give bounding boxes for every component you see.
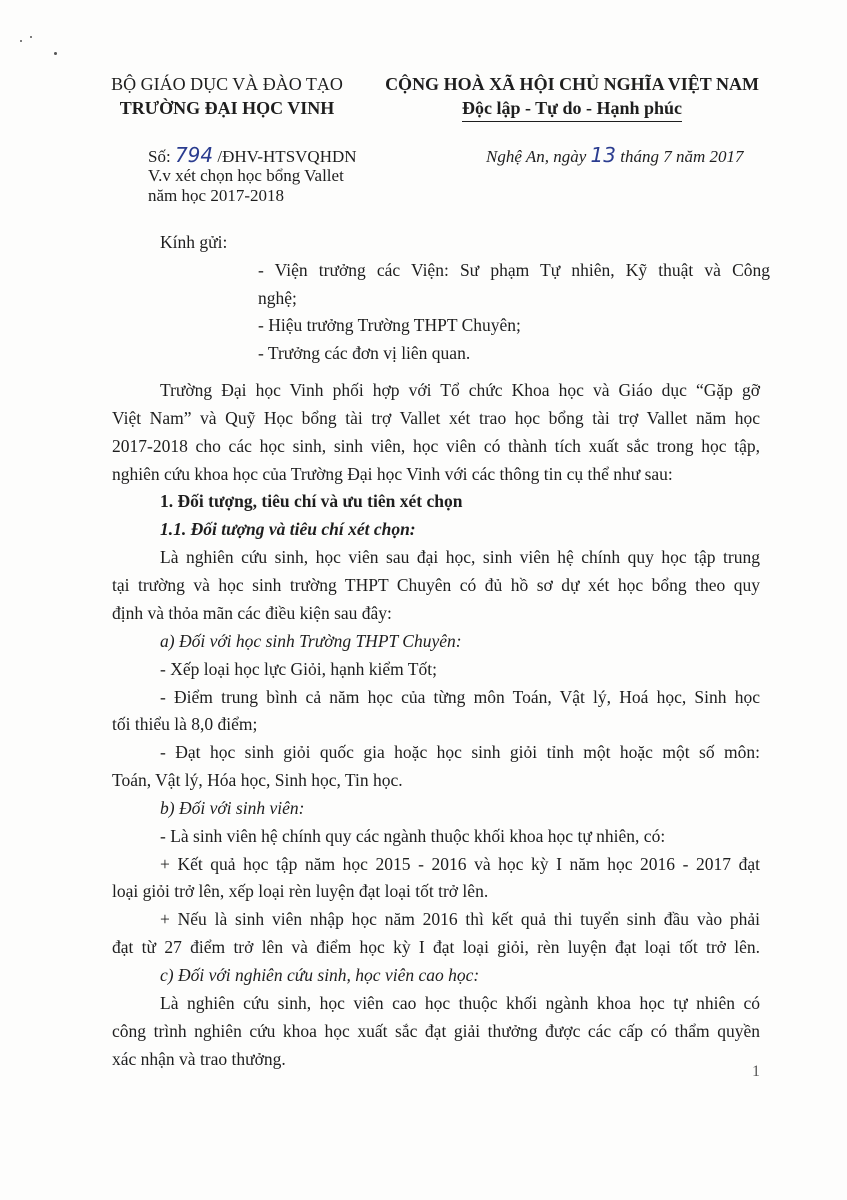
subsection-heading: 1.1. Đối tượng và tiêu chí xét chọn:	[160, 519, 416, 539]
criteria-line: - Xếp loại học lực Giỏi, hạnh kiểm Tốt;	[160, 659, 437, 679]
intro-line: 2017-2018 cho các học sinh, sinh viên, học viên có thành tích xuất sắc trong học tập,	[112, 436, 760, 456]
paragraph-line: định và thỏa mãn các điều kiện sau đây:	[112, 603, 392, 623]
header-right	[372, 72, 772, 122]
intro-line: Trường Đại học Vinh phối hợp với Tổ chức Khoa học và Giáo dục “Gặp gỡ	[160, 380, 760, 400]
scan-specks	[18, 30, 58, 60]
country-name: CỘNG HOÀ XÃ HỘI CHỦ NGHĨA VIỆT NAM	[385, 74, 759, 94]
so-suffix: /ĐHV-HTSVQHDN	[217, 147, 357, 166]
paragraph-line: tại trường và học sinh trường THPT Chuyên có đủ hồ sơ dự xét học bổng theo quy	[112, 575, 760, 595]
criteria-line: - Đạt học sinh giỏi quốc gia hoặc học sinh giỏi tỉnh một hoặc một số môn:	[160, 742, 760, 762]
recipient-line: - Viện trưởng các Viện: Sư phạm Tự nhiên, Kỹ thuật và Công	[258, 260, 770, 280]
so-label: Số:	[148, 147, 171, 166]
intro-line: Việt Nam” và Quỹ Học bổng tài trợ Vallet xét trao học bổng tài trợ Vallet năm học	[112, 408, 760, 428]
criteria-line: xác nhận và trao thưởng.	[112, 1049, 286, 1069]
national-motto: Độc lập - Tự do - Hạnh phúc	[462, 96, 682, 122]
page-number: 1	[752, 1063, 760, 1080]
criteria-line: tối thiểu là 8,0 điểm;	[112, 714, 258, 734]
subject-line: năm học 2017-2018	[148, 186, 284, 205]
header-left	[92, 72, 362, 120]
paragraph-line: Là nghiên cứu sinh, học viên sau đại học, sinh viên hệ chính quy học tập trung	[160, 547, 760, 567]
university-name: TRƯỜNG ĐẠI HỌC VINH	[119, 98, 335, 118]
criteria-line: - Là sinh viên hệ chính quy các ngành thuộc khối khoa học tự nhiên, có:	[160, 826, 666, 846]
recipient-line: - Hiệu trưởng Trường THPT Chuyên;	[258, 315, 521, 335]
recipient-line: - Trưởng các đơn vị liên quan.	[258, 343, 471, 363]
criteria-line: Toán, Vật lý, Hóa học, Sinh học, Tin học.	[112, 770, 403, 790]
issue-date	[486, 143, 743, 167]
section-heading: 1. Đối tượng, tiêu chí và ưu tiên xét chọn	[160, 491, 463, 511]
recipient-line: nghệ;	[258, 288, 297, 308]
intro-line: nghiên cứu khoa học của Trường Đại học Vinh với các thông tin cụ thể như sau:	[112, 464, 673, 484]
item-heading-c: c) Đối với nghiên cứu sinh, học viên cao học:	[160, 965, 480, 985]
reference-number	[148, 143, 357, 167]
subject-block	[148, 166, 344, 206]
date-prefix: Nghệ An, ngày	[486, 147, 587, 166]
criteria-line: - Điểm trung bình cả năm học của từng môn Toán, Vật lý, Hoá học, Sinh học	[160, 687, 760, 707]
handwritten-day: 13	[590, 143, 616, 167]
date-suffix: tháng 7 năm 2017	[620, 147, 744, 166]
ministry-name: BỘ GIÁO DỤC VÀ ĐÀO TẠO	[111, 74, 343, 94]
item-heading-b: b) Đối với sinh viên:	[160, 798, 305, 818]
criteria-line: đạt từ 27 điểm trở lên và điểm học kỳ I đạt loại giỏi, rèn luyện đạt loại tốt trở lên.	[112, 937, 760, 957]
criteria-line: + Nếu là sinh viên nhập học năm 2016 thì kết quả thi tuyển sinh đầu vào phải	[160, 909, 760, 929]
criteria-line: + Kết quả học tập năm học 2015 - 2016 và học kỳ I năm học 2016 - 2017 đạt	[160, 854, 760, 874]
handwritten-number: 794	[174, 143, 214, 167]
item-heading-a: a) Đối với học sinh Trường THPT Chuyên:	[160, 631, 462, 651]
criteria-line: Là nghiên cứu sinh, học viên cao học thuộc khối ngành khoa học tự nhiên có	[160, 993, 760, 1013]
greeting: Kính gửi:	[160, 232, 228, 252]
criteria-line: loại giỏi trở lên, xếp loại rèn luyện đạt loại tốt trở lên.	[112, 881, 489, 901]
subject-line: V.v xét chọn học bổng Vallet	[148, 166, 344, 185]
criteria-line: công trình nghiên cứu khoa học xuất sắc đạt giải thưởng được các cấp có thẩm quyền	[112, 1021, 760, 1041]
